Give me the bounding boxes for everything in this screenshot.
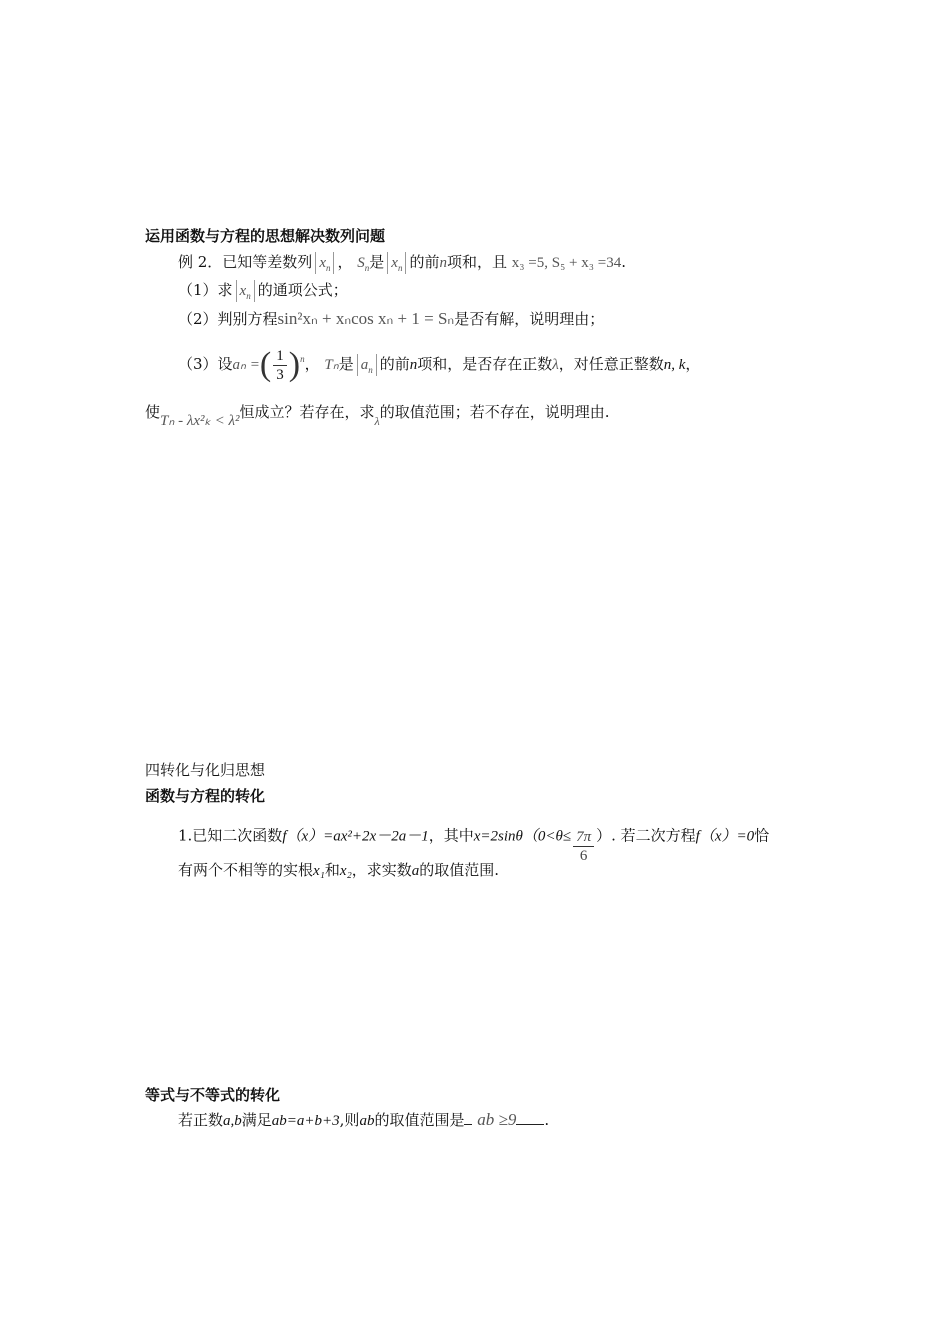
example-2-statement [178,252,626,278]
question-3-continuation [145,402,610,429]
root-x1: x₁ [313,863,325,879]
var-a: a [411,863,420,879]
text: 使 [145,403,161,421]
text: 恰 [754,826,770,845]
text: 的通项公式； [257,281,348,299]
text: . [544,1111,550,1129]
text: 的取值范围；若不存在，说明理由. [379,403,610,421]
text: 是 [369,253,385,271]
question-3 [178,342,700,387]
text: 项和，是否存在正数 [417,355,553,373]
text: 有两个不相等的实根 [178,861,314,879]
text: 的取值范围. [419,861,500,879]
right-paren: ) [288,346,301,383]
text: 是 [338,355,354,373]
exp-n: n [300,354,305,364]
var-lambda: λ [552,357,559,373]
section-title-4: 四转化与化归思想 [145,761,266,779]
text: ， [337,253,353,271]
question-1 [178,280,348,306]
given-condition: x₃ =5, S₅ + x₃ =34 [511,255,622,271]
fraction-one-third: $\frac{1}{3}$ [273,347,287,384]
seq-a: $a_n$ [360,357,373,375]
text: （2）判别方程 [178,310,278,328]
text: ，其中 [428,826,474,845]
text: ， [304,355,320,373]
text: 若正数 [178,1111,224,1129]
text: 1.已知二次函数 [178,826,283,845]
text: ）. 若二次方程 [596,826,696,845]
subsection-function-equation: 函数与方程的转化 [145,787,266,805]
var-n: n [409,357,418,373]
var-n: n [439,255,447,271]
sum-t: Tₙ [324,357,339,373]
text: 恒成立？若存在，求 [239,403,375,421]
function-def: f（x）=ax²+2x－2a－1 [282,828,429,845]
text: ， [685,355,701,373]
text: . [621,253,626,271]
text: 和 [324,861,340,879]
text: （1）求 [178,281,233,299]
text: 的前 [379,355,410,373]
text: 的取值范围是 [374,1111,465,1129]
text: （3）设 [178,355,233,373]
denominator: 6 [579,848,588,864]
problem-1-line-1 [178,818,770,864]
var-nk: n, k [663,357,686,373]
equation: f（x）=0 [695,828,755,845]
x-def: x=2sinθ（0<θ≤ [473,828,572,845]
root-x2: x₂ [339,863,352,879]
equation-sin-cos: sin²xₙ + xₙcos xₙ + 1 = Sₙ [277,309,455,328]
sum-s: $S_n$ [357,255,370,273]
var-lambda: λ [374,414,380,428]
problem-1-line-2 [178,860,499,881]
text: ,则 [339,1111,360,1129]
subsection-equality-inequality: 等式与不等式的转化 [145,1086,281,1104]
text: 的前 [409,253,440,271]
text: ，求实数 [351,861,412,879]
text: 项和，且 [446,253,507,271]
numerator: 7π [573,828,594,847]
inequality-tn: Tₙ - λx²ₖ < λ² [160,413,240,429]
var-ab: ab [359,1113,375,1129]
problem-2 [178,1110,549,1131]
var-ab: a,b [223,1113,242,1129]
seq-x: $x_n$ [391,255,403,273]
text: 例 2．已知等差数列 [178,253,313,271]
fraction-7pi-6 [573,828,594,865]
equation: ab=a+b+3 [271,1113,340,1129]
left-paren: ( [259,346,272,383]
seq-x: $x_n$ [239,283,251,301]
question-2 [178,309,604,329]
section-heading-sequences: 运用函数与方程的思想解决数列问题 [145,227,386,245]
text: 满足 [241,1111,272,1129]
text: ，对任意正整数 [558,355,664,373]
text: 是否有解，说明理由； [454,310,605,328]
answer-ab-ge-9: ab ≥9 [477,1110,517,1129]
seq-x: $x_n$ [319,255,331,273]
term-an: aₙ = [232,357,260,373]
